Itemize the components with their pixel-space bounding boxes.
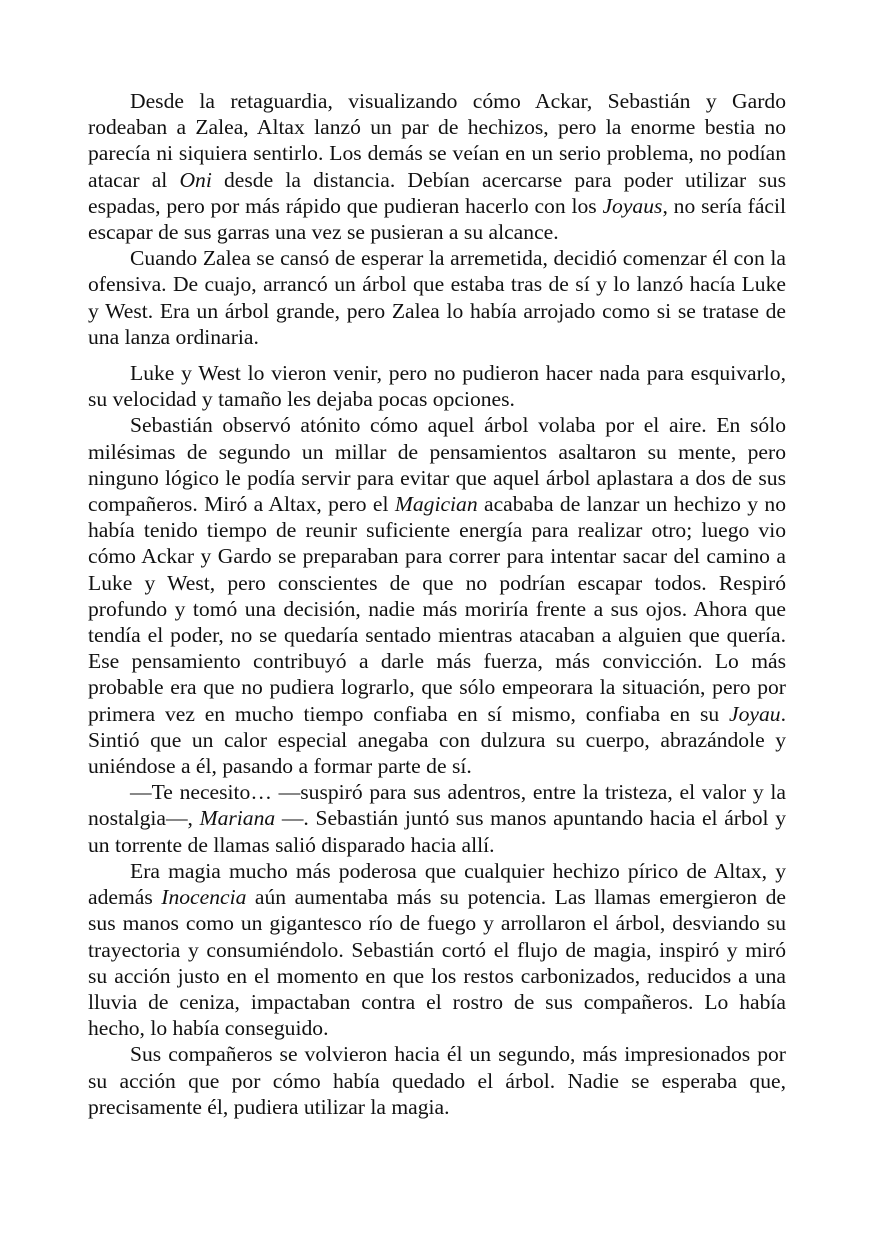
body-paragraph (88, 1041, 786, 1120)
italic-text: Joyaus (602, 193, 663, 218)
italic-text: Mariana (199, 806, 276, 831)
body-paragraph (88, 245, 786, 350)
italic-text: Oni (179, 167, 212, 192)
body-paragraph (88, 88, 786, 245)
page-body (88, 88, 786, 1120)
paragraph-text: acababa de lanzar un hechizo y no había tenido tiempo de reunir suficiente energía para realizar otro; luego vio cómo Ackar y Gardo se preparaban para correr para intentar sacar del camino a Luke y West, pero conscientes de que no podrían escapar todos. Respiró profundo y tomó una decisión, nadie más moriría frente a sus ojos. Ahora que tendía el poder, no se quedaría sentado mientras atacaban a alguien que quería. Ese pensamiento contribuyó a darle más fuerza, más convicción. Lo más probable era que no pudiera lograrlo, que sólo empeorara la situación, pero por primera vez en mucho tiempo confiaba en sí mismo, confiaba en su (88, 492, 787, 726)
paragraph-text: desde la distancia. Debían acercarse para poder utilizar sus espadas, pero por más rápido que pudieran hacerlo con los (88, 167, 786, 218)
italic-text: Magician (394, 492, 478, 517)
paragraph-text: Sus compañeros se volvieron hacia él un segundo, más impresionados por su acción que por cómo había quedado el árbol. Nadie se esperaba que, precisamente él, pudiera utilizar la magia. (88, 1042, 786, 1119)
italic-text: Joyau (729, 701, 781, 726)
body-paragraph (88, 779, 786, 858)
paragraph-text: Era magia mucho más poderosa que cualquier hechizo pírico de Altax, y además (88, 858, 786, 910)
paragraph-text: aún aumentaba más su potencia. Las llamas emergieron de sus manos como un gigantesco río de fuego y arrollaron el árbol, desviando su trayectoria y consumiéndolo. Sebastián cortó el flujo de magia, inspiró y miró su acción justo en el momento en que los restos carbonizados, reducidos a una lluvia de ceniza, impactaban contra el rostro de sus compañeros. Lo había hecho, lo había conseguido. (88, 885, 787, 1041)
paragraph-text: Sebastián observó atónito cómo aquel árbol volaba por el aire. En sólo milésimas de segundo un millar de pensamientos asaltaron su mente, pero ninguno lógico le podía servir para evitar que aquel árbol aplastara a dos de sus compañeros. Miró a Altax, pero el (88, 413, 786, 517)
paragraph-text: . Sintió que un calor especial anegaba con dulzura su cuerpo, abrazándole y uniéndose a él, pasando a formar parte de sí. (88, 701, 786, 779)
body-paragraph (88, 412, 786, 779)
italic-text: Inocencia (161, 885, 247, 910)
paragraph-text: Desde la retaguardia, visualizando cómo Ackar, Sebastián y Gardo rodeaban a Zalea, Altax lanzó un par de hechizos, pero la enorme bestia no parecía ni siquiera sentirlo. Los demás se veían en un serio problema, no podían atacar al (88, 89, 786, 192)
body-paragraph (88, 360, 786, 412)
paragraph-text: —. Sebastián juntó sus manos apuntando hacia el árbol y un torrente de llamas salió disparado hacia allí. (88, 806, 786, 857)
body-paragraph (88, 858, 786, 1041)
paragraph-text: —Te necesito… —suspiró para sus adentros, entre la tristeza, el valor y la nostalgia—, (88, 780, 786, 831)
paragraph-text: , no sería fácil escapar de sus garras una vez se pusieran a su alcance. (88, 193, 787, 245)
paragraph-text: Cuando Zalea se cansó de esperar la arremetida, decidió comenzar él con la ofensiva. De cuajo, arrancó un árbol que estaba tras de sí y lo lanzó hacía Luke y West. Era un árbol grande, pero Zalea lo había arrojado como si se tratase de una lanza ordinaria. (88, 246, 786, 349)
paragraph-text: Luke y West lo vieron venir, pero no pudieron hacer nada para esquivarlo, su velocidad y tamaño les dejaba pocas opciones. (88, 361, 786, 412)
